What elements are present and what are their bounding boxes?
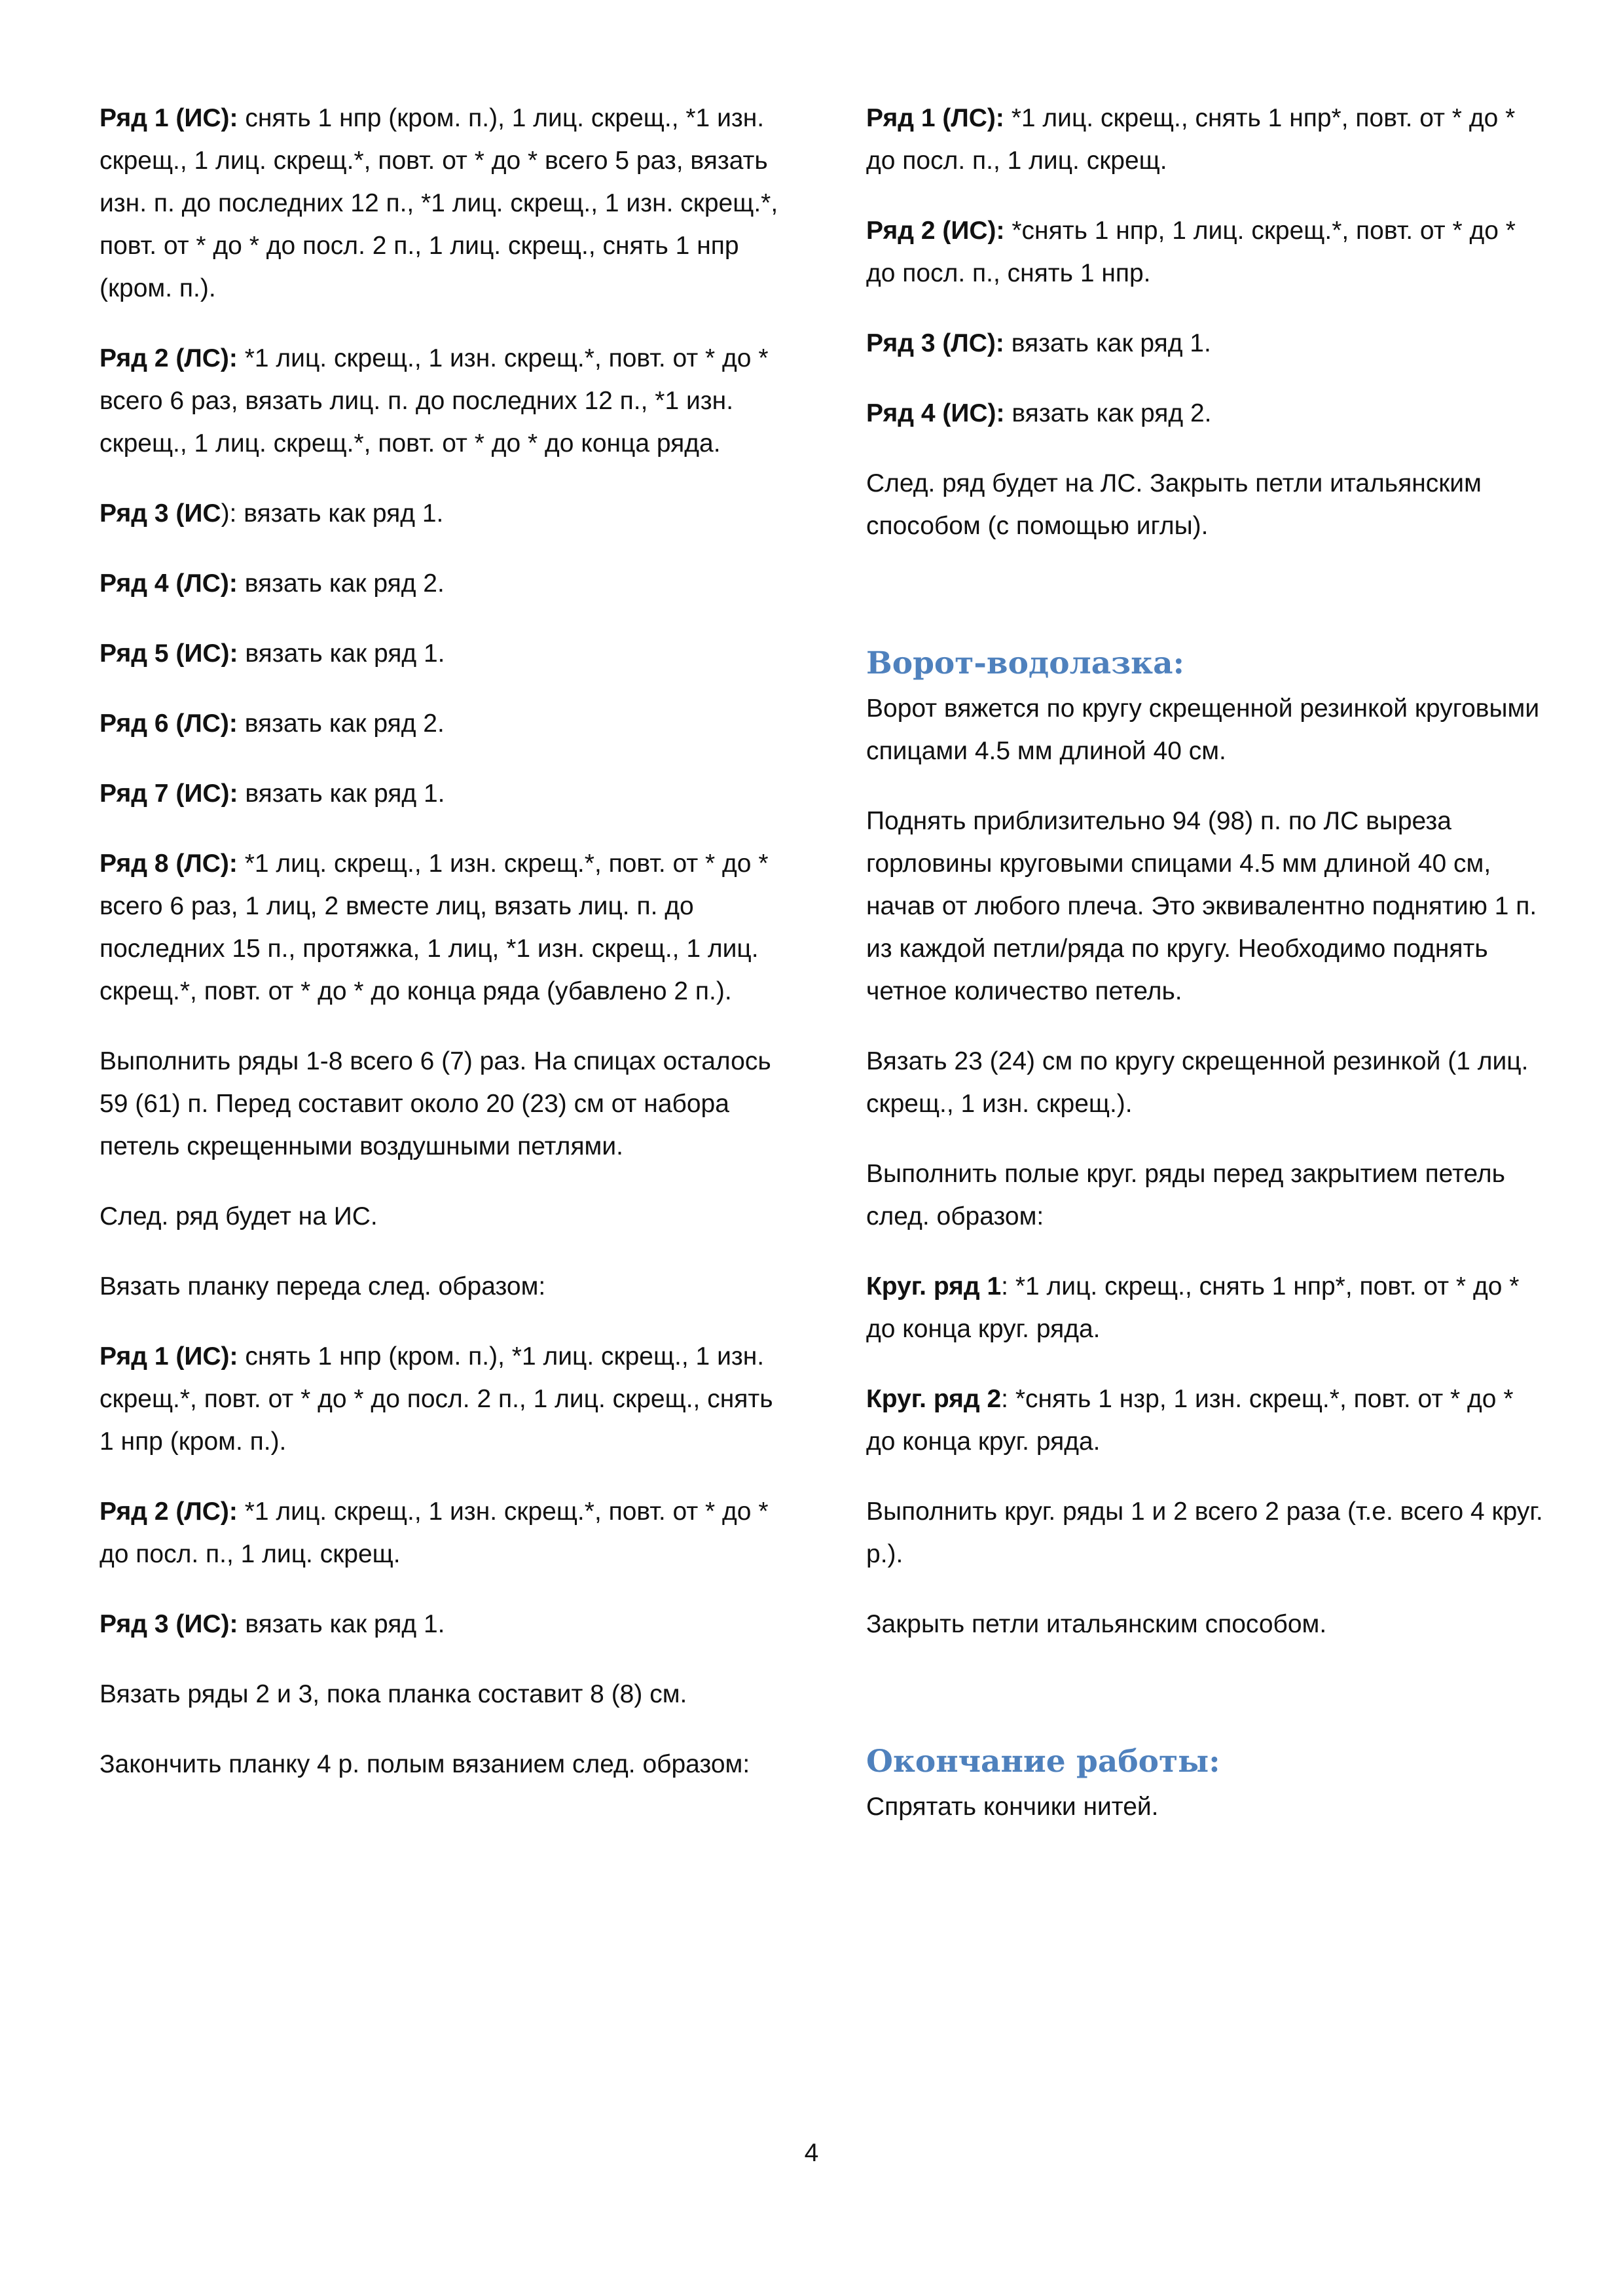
section-heading-collar: Ворот-водолазка: (866, 645, 1184, 681)
paragraph: Вязать 23 (24) см по кругу скрещенной резинкой (1 лиц. скрещ., 1 изн. скрещ.). (866, 1047, 1529, 1118)
paragraph: Вязать ряды 2 и 3, пока планка составит 8 (8) см. (100, 1680, 687, 1708)
paragraph: Ряд 3 (ЛС): вязать как ряд 1. (866, 329, 1211, 357)
paragraph: Закончить планку 4 р. полым вязанием след. образом: (100, 1750, 750, 1778)
paragraph: Ряд 4 (ИС): вязать как ряд 2. (866, 399, 1212, 427)
left-column (100, 97, 780, 1813)
paragraph: Ряд 2 (ИС): *снять 1 нпр, 1 лиц. скрещ.*, повт. от * до * до посл. п., снять 1 нпр. (866, 217, 1516, 287)
section-heading-finish: Окончание работы: (866, 1744, 1220, 1780)
paragraph: Ряд 3 (ИС): вязать как ряд 1. (100, 1610, 445, 1638)
paragraph: Ряд 1 (ИС): снять 1 нпр (кром. п.), 1 лиц. скрещ., *1 изн. скрещ., 1 лиц. скрещ.*, повт. от * до * всего 5 раз, вязать изн. п. до последних 12 п., *1 лиц. скрещ., 1 изн. скрещ.*, повт. от * до * до посл. 2 п., 1 лиц. скрещ., снять 1 нпр (кром. п.). (100, 104, 778, 302)
paragraph: Вязать планку переда след. образом: (100, 1272, 546, 1300)
paragraph: Ряд 1 (ЛС): *1 лиц. скрещ., снять 1 нпр*, повт. от * до * до посл. п., 1 лиц. скрещ. (866, 104, 1516, 175)
paragraph: Выполнить круг. ряды 1 и 2 всего 2 раза (т.е. всего 4 круг. р.). (866, 1498, 1543, 1568)
paragraph: Круг. ряд 2: *снять 1 нзр, 1 изн. скрещ.*, повт. от * до * до конца круг. ряда. (866, 1385, 1514, 1456)
paragraph: Ряд 7 (ИС): вязать как ряд 1. (100, 780, 445, 808)
paragraph: Ряд 5 (ИС): вязать как ряд 1. (100, 639, 445, 668)
paragraph: Поднять приблизительно 94 (98) п. по ЛС выреза горловины круговыми спицами 4.5 мм длиной 40 см, начав от любого плеча. Это эквивалентно поднятию 1 п. из каждой петли/ряда по кругу. Необходимо поднять четное количество петель. (866, 807, 1537, 1005)
paragraph: Выполнить полые круг. ряды перед закрытием петель след. образом: (866, 1160, 1505, 1230)
paragraph: Ряд 6 (ЛС): вязать как ряд 2. (100, 709, 445, 738)
paragraph: Спрятать кончики нитей. (866, 1793, 1159, 1821)
paragraph: Ворот вяжется по кругу скрещенной резинкой круговыми спицами 4.5 мм длиной 40 см. (866, 694, 1540, 765)
paragraph: Ряд 2 (ЛС): *1 лиц. скрещ., 1 изн. скрещ.*, повт. от * до * до посл. п., 1 лиц. скрещ. (100, 1498, 769, 1568)
paragraph: Ряд 1 (ИС): снять 1 нпр (кром. п.), *1 лиц. скрещ., 1 изн. скрещ.*, повт. от * до * до посл. 2 п., 1 лиц. скрещ., снять 1 нпр (кром. п.). (100, 1342, 773, 1456)
paragraph: Закрыть петли итальянским способом. (866, 1610, 1327, 1638)
paragraph: Ряд 2 (ЛС): *1 лиц. скрещ., 1 изн. скрещ.*, повт. от * до * всего 6 раз, вязать лиц. п. до последних 12 п., *1 изн. скрещ., 1 лиц. скрещ.*, повт. от * до * до конца ряда. (100, 344, 769, 457)
paragraph: Ряд 3 (ИС): вязать как ряд 1. (100, 499, 444, 528)
paragraph: Ряд 4 (ЛС): вязать как ряд 2. (100, 569, 445, 598)
paragraph: Выполнить ряды 1-8 всего 6 (7) раз. На спицах осталось 59 (61) п. Перед составит около 20 (23) см от набора петель скрещенными воздушными петлями. (100, 1047, 771, 1160)
paragraph: Ряд 8 (ЛС): *1 лиц. скрещ., 1 изн. скрещ.*, повт. от * до * всего 6 раз, 1 лиц, 2 вместе лиц, вязать лиц. п. до последних 15 п., протяжка, 1 лиц, *1 изн. скрещ., 1 лиц. скрещ.*, повт. от * до * до конца ряда (убавлено 2 п.). (100, 850, 769, 1005)
right-column (866, 97, 1547, 1856)
page-number: 4 (804, 2139, 819, 2167)
paragraph: След. ряд будет на ЛС. Закрыть петли итальянским способом (с помощью иглы). (866, 469, 1482, 540)
paragraph: След. ряд будет на ИС. (100, 1202, 378, 1230)
paragraph: Круг. ряд 1: *1 лиц. скрещ., снять 1 нпр*, повт. от * до * до конца круг. ряда. (866, 1272, 1520, 1343)
